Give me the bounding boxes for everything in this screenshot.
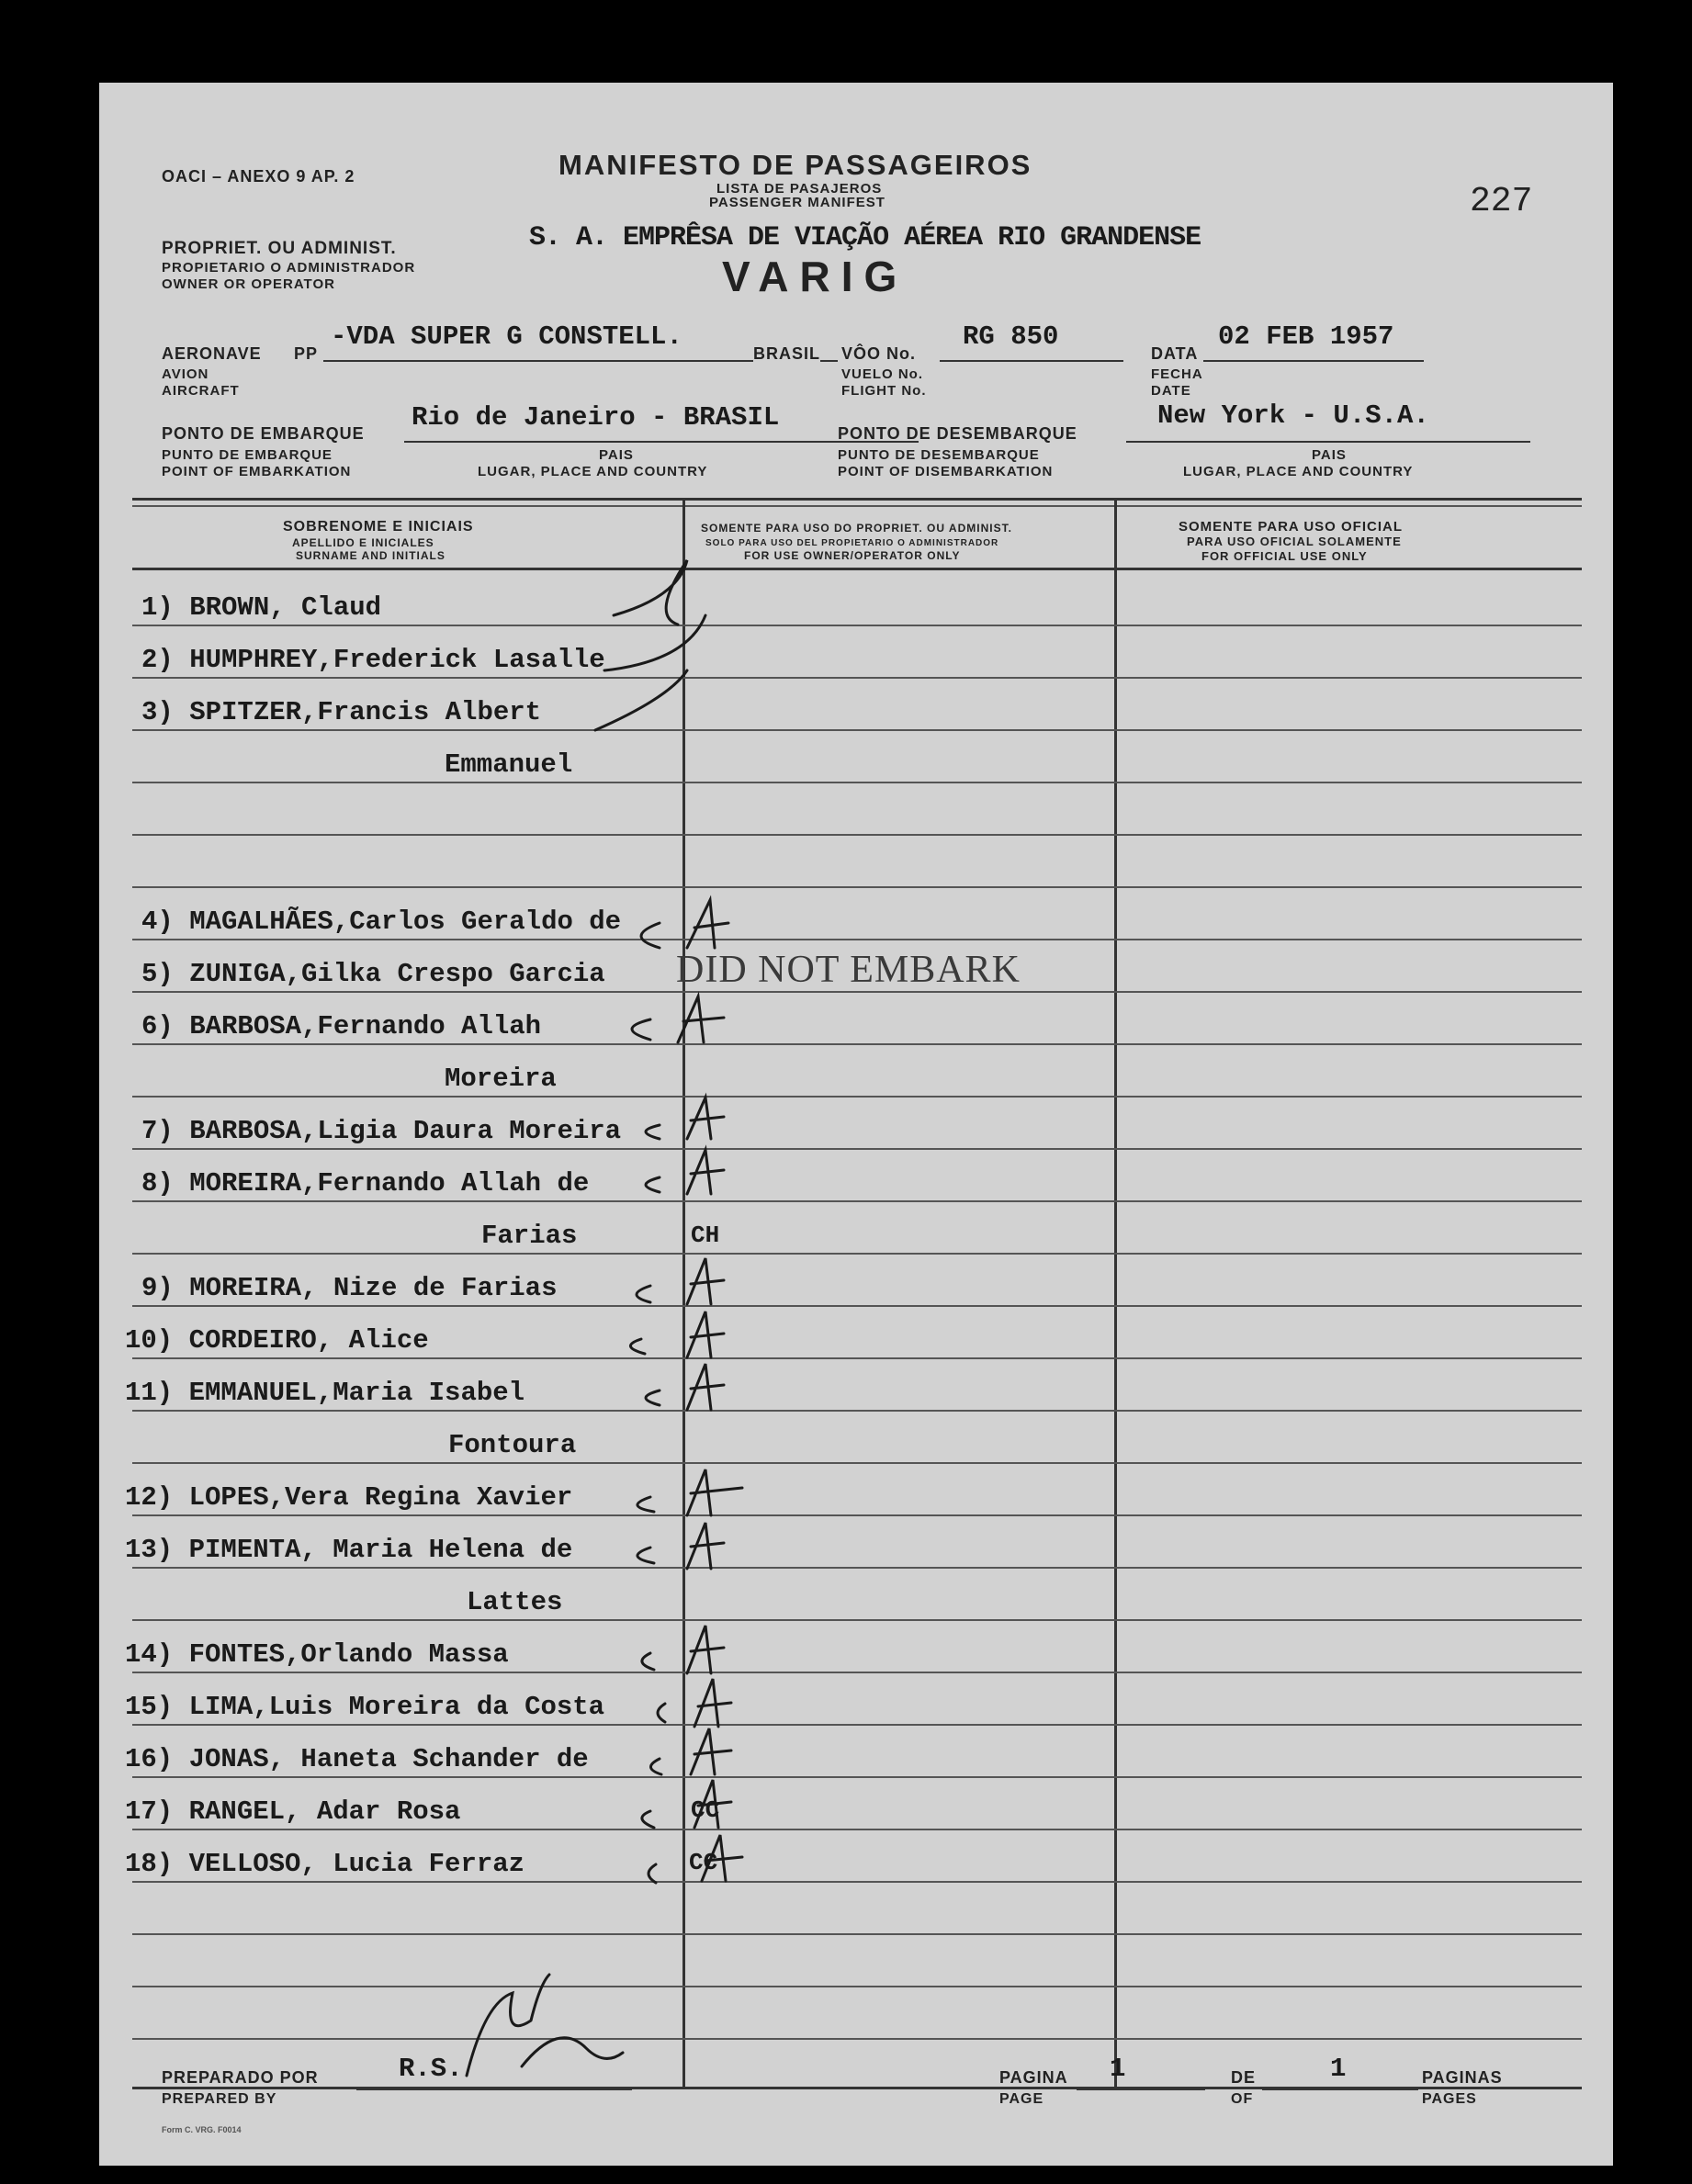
passenger-row: 9) MOREIRA, Nize de Farias [141, 1273, 558, 1303]
passenger-row-continuation: Emmanuel [445, 749, 573, 780]
passenger-row: 4) MAGALHÃES,Carlos Geraldo de [141, 906, 622, 937]
col3-header-en: FOR OFFICIAL USE ONLY [1201, 549, 1368, 563]
passenger-row: 6) BARBOSA,Fernando Allah [141, 1011, 542, 1041]
cc-annotation: CC [691, 1796, 720, 1824]
aircraft-label-pt: AERONAVE [162, 344, 262, 363]
signature-icon [448, 1965, 632, 2094]
of-value: 1 [1330, 2054, 1347, 2084]
handwritten-a-marks-icon [623, 891, 843, 1901]
flight-label-en: FLIGHT No. [841, 383, 927, 399]
disembark-label-pt: PONTO DE DESEMBARQUE [838, 424, 1077, 443]
col1-header-es: APELLIDO E INICIALES [292, 536, 434, 549]
disembark-label-en: POINT OF DISEMBARKATION [838, 464, 1054, 479]
disembark-sub-es: PAIS [1312, 447, 1347, 463]
passenger-row: 1) BROWN, Claud [141, 592, 382, 623]
embark-label-en: POINT OF EMBARKATION [162, 464, 352, 479]
flight-value: RG 850 [963, 321, 1059, 352]
owner-label-es: PROPIETARIO O ADMINISTRADOR [162, 260, 416, 276]
col1-header-en: SURNAME AND INITIALS [296, 549, 446, 562]
passenger-row: 18) VELLOSO, Lucia Ferraz [125, 1849, 525, 1879]
col3-header-es: PARA USO OFICIAL SOLAMENTE [1187, 535, 1402, 548]
ch-annotation: CH [691, 1221, 720, 1249]
prepared-label-en: PREPARED BY [162, 2091, 277, 2107]
passenger-row: 3) SPITZER,Francis Albert [141, 697, 542, 727]
embark-value: Rio de Janeiro - BRASIL [412, 402, 780, 433]
aircraft-label-en: AIRCRAFT [162, 383, 240, 399]
passenger-row: 13) PIMENTA, Maria Helena de [125, 1535, 573, 1565]
flight-label-pt: VÔO No. [841, 344, 917, 363]
pages-label-en: PAGES [1422, 2091, 1477, 2107]
passenger-row: 11) EMMANUEL,Maria Isabel [125, 1378, 525, 1408]
oaci-reference: OACI – ANEXO 9 AP. 2 [162, 167, 355, 186]
of-label-en: OF [1231, 2091, 1254, 2107]
passenger-row: 2) HUMPHREY,Frederick Lasalle [141, 645, 605, 675]
did-not-embark-stamp: DID NOT EMBARK [676, 949, 1021, 991]
prepared-label-pt: PREPARADO POR [162, 2068, 319, 2087]
page-label-pt: PAGINA [999, 2068, 1068, 2087]
passenger-row: 5) ZUNIGA,Gilka Crespo Garcia [141, 959, 605, 989]
page-value: 1 [1110, 2054, 1126, 2084]
passenger-row: 15) LIMA,Luis Moreira da Costa [125, 1692, 605, 1722]
passenger-row: 14) FONTES,Orlando Massa [125, 1639, 509, 1670]
disembark-label-es: PUNTO DE DESEMBARQUE [838, 447, 1040, 463]
handwritten-check-marks-icon [595, 560, 797, 744]
aircraft-prefix: PP [294, 344, 319, 363]
column-divider-2 [1114, 498, 1117, 2087]
page-number: 227 [1470, 182, 1533, 221]
passenger-row-continuation: Fontoura [448, 1430, 577, 1460]
cc-annotation: CC [689, 1849, 718, 1876]
flight-label-es: VUELO No. [841, 366, 924, 382]
disembark-value: New York - U.S.A. [1157, 400, 1429, 431]
manifest-subtitle-es: LISTA DE PASAJEROS [716, 181, 883, 197]
company-name: S. A. EMPRÊSA DE VIAÇÃO AÉREA RIO GRANDENSE [529, 222, 1201, 253]
col2-header-pt: SOMENTE PARA USO DO PROPRIET. OU ADMINIST. [701, 522, 1012, 535]
of-label-pt: DE [1231, 2068, 1257, 2087]
passenger-row: 17) RANGEL, Adar Rosa [125, 1796, 461, 1827]
table-top-border [132, 498, 1582, 501]
passenger-row: 12) LOPES,Vera Regina Xavier [125, 1482, 573, 1513]
passenger-row: 10) CORDEIRO, Alice [125, 1325, 429, 1356]
table-header-border [132, 568, 1582, 570]
date-label-en: DATE [1151, 383, 1191, 399]
embark-sub-en: LUGAR, PLACE AND COUNTRY [478, 464, 708, 479]
col2-header-es: SOLO PARA USO DEL PROPIETARIO O ADMINISTRADOR [705, 538, 999, 548]
aircraft-value: -VDA SUPER G CONSTELL. [331, 321, 682, 352]
passenger-row: 16) JONAS, Haneta Schander de [125, 1744, 589, 1774]
embark-sub-es: PAIS [599, 447, 634, 463]
prepared-by-value: R.S. [399, 2054, 463, 2084]
col3-header-pt: SOMENTE PARA USO OFICIAL [1179, 519, 1404, 535]
brand-name: VARIG [722, 253, 908, 300]
embark-label-es: PUNTO DE EMBARQUE [162, 447, 333, 463]
manifest-title: MANIFESTO DE PASSAGEIROS [558, 149, 1032, 181]
aircraft-label-es: AVION [162, 366, 209, 382]
date-value: 02 FEB 1957 [1218, 321, 1394, 352]
form-code: Form C. VRG. F0014 [162, 2125, 242, 2134]
date-label-pt: DATA [1151, 344, 1199, 363]
country-label: BRASIL [753, 344, 820, 363]
passenger-row-continuation: Moreira [445, 1064, 557, 1094]
disembark-sub-en: LUGAR, PLACE AND COUNTRY [1183, 464, 1414, 479]
manifest-subtitle-en: PASSENGER MANIFEST [709, 195, 885, 210]
page-label-en: PAGE [999, 2091, 1044, 2107]
owner-label-en: OWNER OR OPERATOR [162, 276, 335, 292]
date-label-es: FECHA [1151, 366, 1203, 382]
passenger-row: 8) MOREIRA,Fernando Allah de [141, 1168, 590, 1199]
col2-header-en: FOR USE OWNER/OPERATOR ONLY [744, 549, 961, 562]
embark-label-pt: PONTO DE EMBARQUE [162, 424, 365, 443]
passenger-row-continuation: Lattes [467, 1587, 563, 1617]
manifest-sheet [99, 83, 1613, 2166]
col1-header-pt: SOBRENOME E INICIAIS [283, 519, 474, 535]
pages-label-pt: PAGINAS [1422, 2068, 1503, 2087]
passenger-row-continuation: Farias [481, 1221, 578, 1251]
passenger-row: 7) BARBOSA,Ligia Daura Moreira [141, 1116, 622, 1146]
owner-label-pt: PROPRIET. OU ADMINIST. [162, 239, 397, 258]
